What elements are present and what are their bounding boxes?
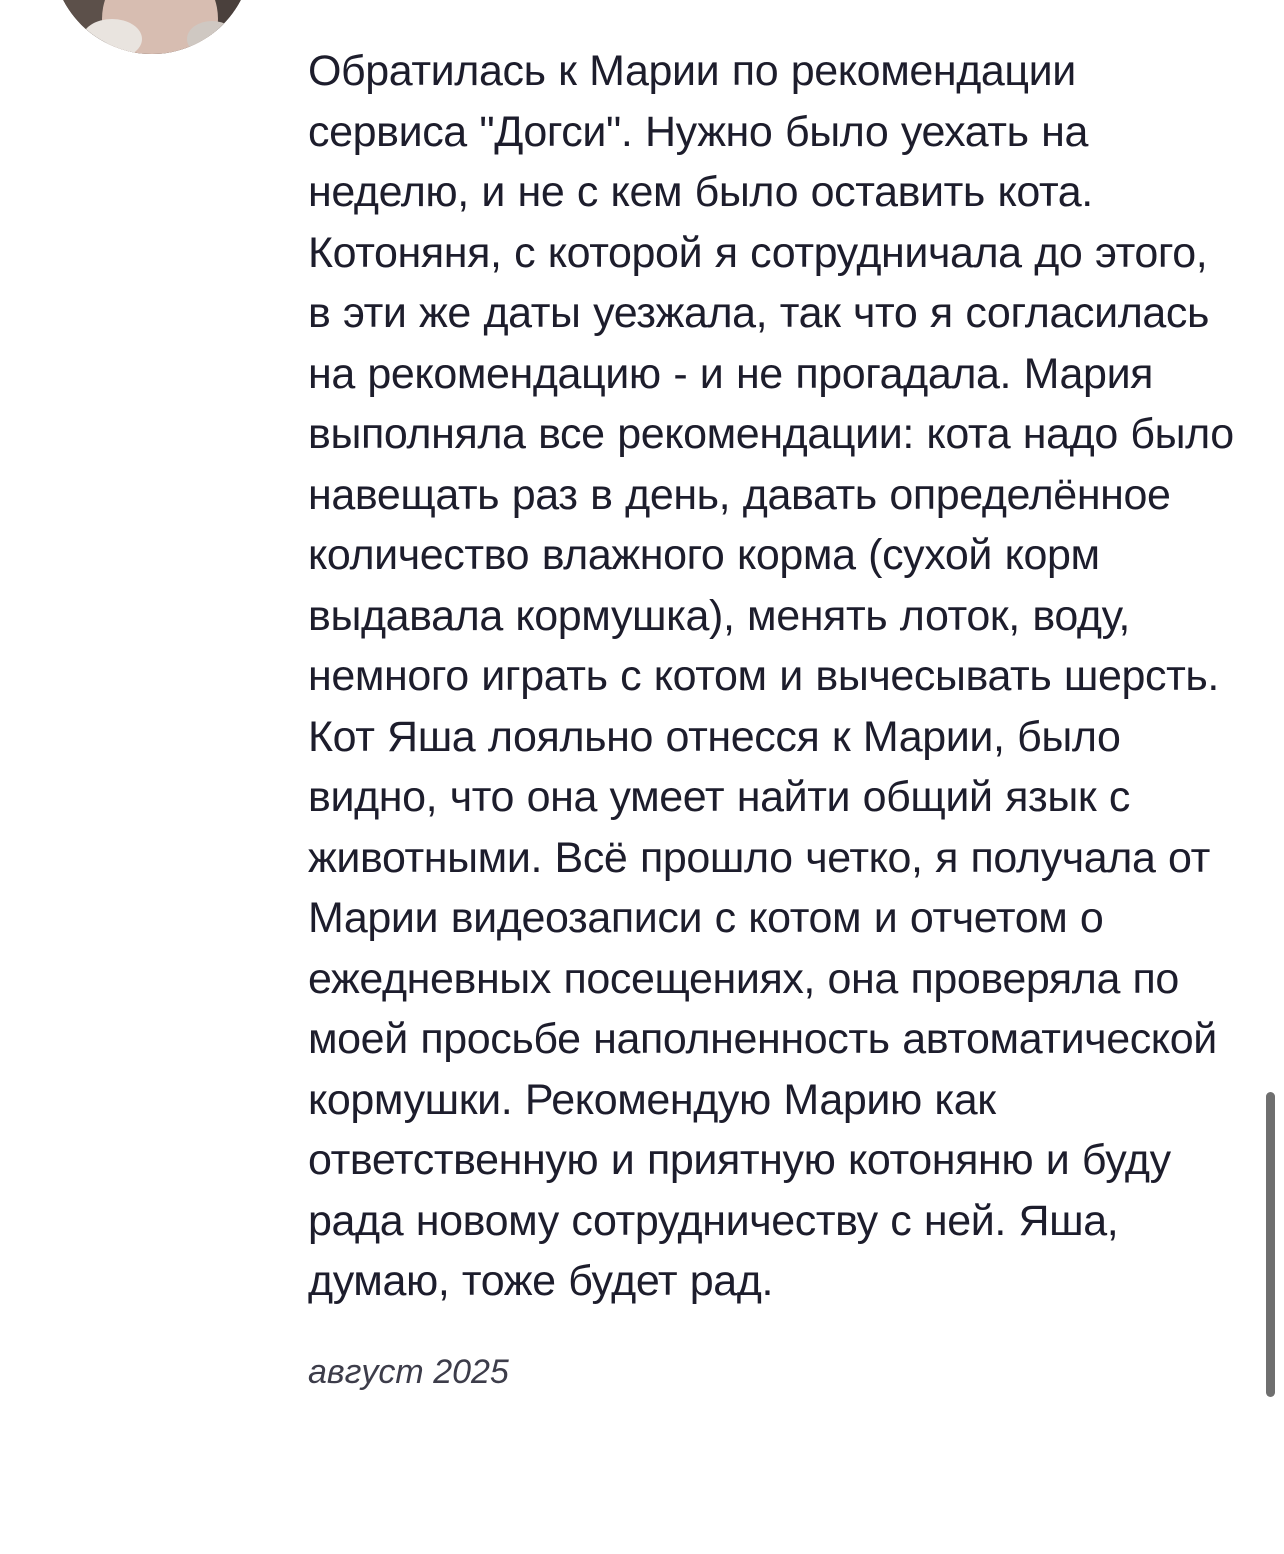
avatar-photo-icon: [52, 0, 252, 54]
review-card: [308, 41, 1238, 1394]
review-text: Обратилась к Марии по рекомендации сервиса "Догси". Нужно было уехать на неделю, и не с кем было оставить кота. Котоняня, с которой я сотрудничала до этого, в эти же даты уезжала, так что я согласилась на рекомендацию - и не прогадала. Мария выполняла все рекомендации: кота надо было навещать раз в день, давать определённое количество влажного корма (сухой корм выдавала кормушка), менять лоток, воду, немного играть с котом и вычесывать шерсть. Кот Яша лояльно отнесся к Марии, было видно, что она умеет найти общий язык с животными. Всё прошло четко, я получала от Марии видеозаписи с котом и отчетом о ежедневных посещениях, она проверяла по моей просьбе наполненность автоматической кормушки. Рекомендую Марию как ответственную и приятную котоняню и буду рада новому сотрудничеству с ней. Яша, думаю, тоже будет рад.: [308, 47, 1234, 1305]
reviewer-avatar: [52, 0, 252, 54]
review-date: август 2025: [308, 1352, 509, 1391]
scrollbar-thumb[interactable]: [1266, 1092, 1275, 1397]
